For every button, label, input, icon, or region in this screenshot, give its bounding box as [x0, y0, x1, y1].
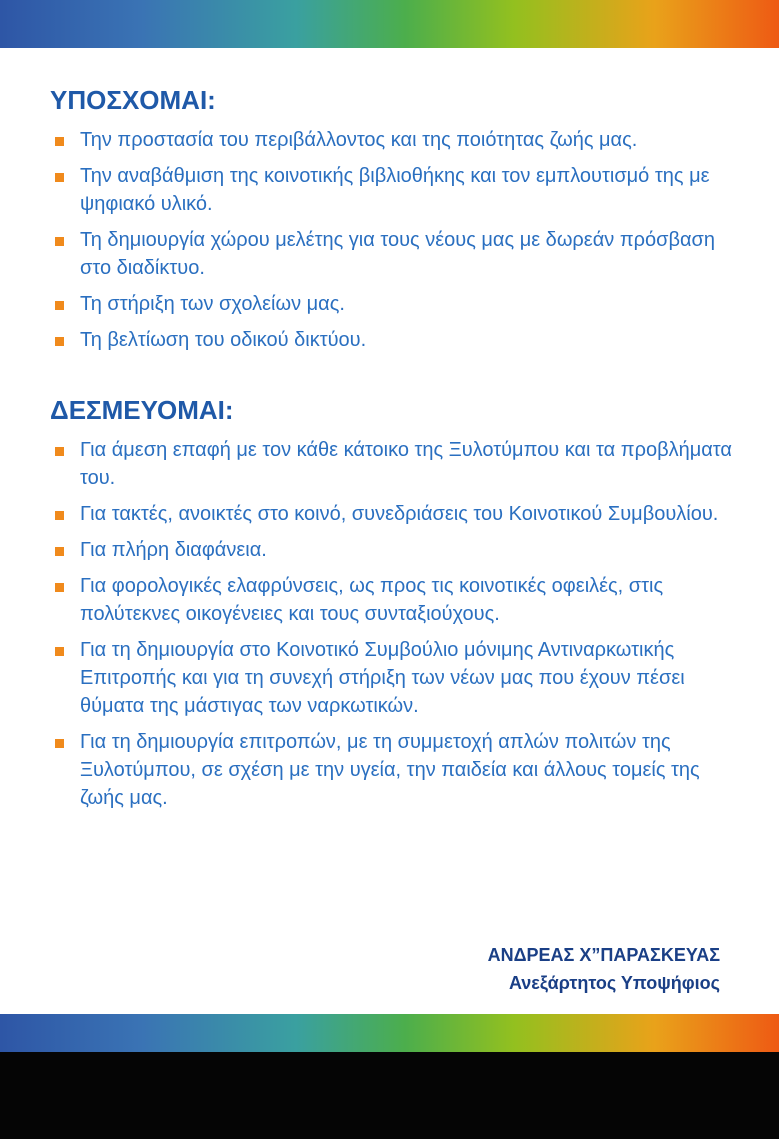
signature-block	[380, 941, 720, 997]
square-bullet-icon	[55, 173, 64, 182]
square-bullet-icon	[55, 739, 64, 748]
section-title-promises: ΥΠΟΣΧΟΜΑΙ:	[50, 85, 216, 115]
list-item: Για πλήρη διαφάνεια.	[50, 536, 740, 564]
square-bullet-icon	[55, 447, 64, 456]
document-body	[50, 84, 740, 820]
square-bullet-icon	[55, 547, 64, 556]
square-bullet-icon	[55, 511, 64, 520]
signature-name: ΑΝΔΡΕΑΣ Χ”ΠΑΡΑΣΚΕΥΑΣ	[487, 945, 720, 965]
promises-list	[50, 126, 740, 354]
top-gradient-band	[0, 0, 779, 48]
square-bullet-icon	[55, 583, 64, 592]
list-item: Τη δημιουργία χώρου μελέτης για τους νέους μας με δωρεάν πρόσβαση στο διαδίκτυο.	[50, 226, 740, 282]
list-item: Την προστασία του περιβάλλοντος και της ποιότητας ζωής μας.	[50, 126, 740, 154]
list-item: Τη βελτίωση του οδικού δικτύου.	[50, 326, 740, 354]
commitments-list	[50, 436, 740, 812]
list-item: Τη στήριξη των σχολείων μας.	[50, 290, 740, 318]
bottom-black-bar	[0, 1052, 779, 1139]
square-bullet-icon	[55, 137, 64, 146]
list-item: Για τακτές, ανοικτές στο κοινό, συνεδριάσεις του Κοινοτικού Συμβουλίου.	[50, 500, 740, 528]
list-item: Για τη δημιουργία επιτροπών, με τη συμμετοχή απλών πολιτών της Ξυλοτύμπου, σε σχέση με την υγεία, την παιδεία και άλλους τομείς της ζωής μας.	[50, 728, 740, 812]
list-item: Για τη δημιουργία στο Κοινοτικό Συμβούλιο μόνιμης Αντιναρκωτικής Επιτροπής και για τη συνεχή στήριξη των νέων μας που έχουν πέσει θύματα της μάστιγας των ναρκωτικών.	[50, 636, 740, 720]
square-bullet-icon	[55, 237, 64, 246]
list-item: Την αναβάθμιση της κοινοτικής βιβλιοθήκης και τον εμπλουτισμό της με ψηφιακό υλικό.	[50, 162, 740, 218]
list-item: Για φορολογικές ελαφρύνσεις, ως προς τις κοινοτικές οφειλές, στις πολύτεκνες οικογένειες και τους συνταξιούχους.	[50, 572, 740, 628]
square-bullet-icon	[55, 337, 64, 346]
signature-role: Ανεξάρτητος Υποψήφιος	[508, 973, 720, 993]
square-bullet-icon	[55, 301, 64, 310]
list-item: Για άμεση επαφή με τον κάθε κάτοικο της Ξυλοτύμπου και τα προβλήματα του.	[50, 436, 740, 492]
square-bullet-icon	[55, 647, 64, 656]
bottom-gradient-band	[0, 1014, 779, 1052]
section-title-commitments: ΔΕΣΜΕΥΟΜΑΙ:	[50, 395, 234, 425]
